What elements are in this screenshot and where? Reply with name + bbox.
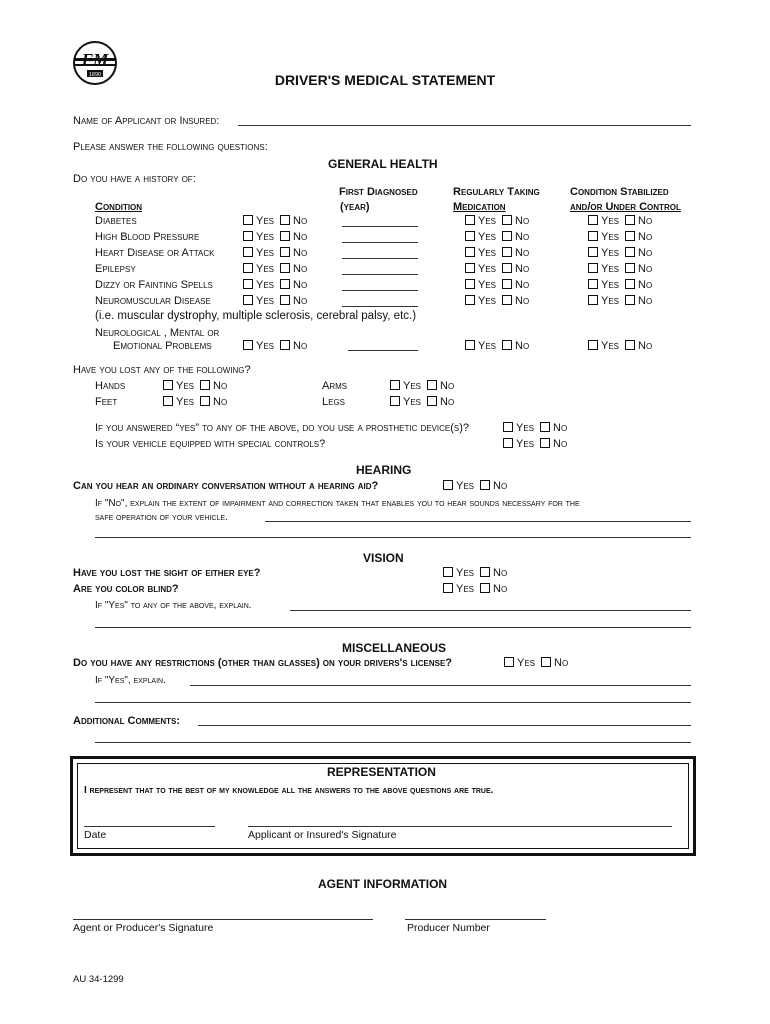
checkbox[interactable] xyxy=(502,295,512,305)
date-field[interactable] xyxy=(84,826,215,827)
checkbox[interactable] xyxy=(243,231,253,241)
checkbox[interactable] xyxy=(243,340,253,350)
form-title: DRIVER'S MEDICAL STATEMENT xyxy=(274,72,496,88)
neuro-history-options: Yes No xyxy=(243,340,307,352)
checkbox[interactable] xyxy=(625,215,635,225)
hearing-explain-2: safe operation of your vehicle. xyxy=(95,512,228,523)
agent-heading: AGENT INFORMATION xyxy=(318,877,448,891)
col-stabilized-1: Condition Stabilized xyxy=(570,186,669,198)
condition-stabilized-options: Yes No xyxy=(588,215,652,227)
checkbox[interactable] xyxy=(588,247,598,257)
checkbox[interactable] xyxy=(280,263,290,273)
checkbox[interactable] xyxy=(465,247,475,257)
checkbox[interactable] xyxy=(480,480,490,490)
checkbox[interactable] xyxy=(588,231,598,241)
checkbox[interactable] xyxy=(503,438,513,448)
hearing-explain-field-1[interactable] xyxy=(265,521,691,522)
limbs-question: Have you lost any of the following? xyxy=(73,364,251,376)
condition-stabilized-options: Yes No xyxy=(588,263,652,275)
checkbox[interactable] xyxy=(243,295,253,305)
applicant-name-field[interactable] xyxy=(238,125,691,126)
checkbox[interactable] xyxy=(465,231,475,241)
checkbox[interactable] xyxy=(243,247,253,257)
date-label: Date xyxy=(84,829,107,841)
neuro-label-1: Neurological , Mental or xyxy=(95,327,220,339)
checkbox[interactable] xyxy=(588,279,598,289)
hands-label: Hands xyxy=(95,380,126,392)
neuro-year-field[interactable] xyxy=(348,350,418,351)
misc-question: Do you have any restrictions (other than glasses) on your drivers's license? xyxy=(73,657,452,669)
condition-stabilized-options: Yes No xyxy=(588,231,652,243)
condition-label: Heart Disease or Attack xyxy=(95,247,215,259)
checkbox[interactable] xyxy=(443,567,453,577)
checkbox[interactable] xyxy=(280,279,290,289)
checkbox[interactable] xyxy=(502,247,512,257)
condition-label: High Blood Pressure xyxy=(95,231,200,243)
checkbox[interactable] xyxy=(502,340,512,350)
col-condition: Condition xyxy=(95,201,143,213)
vision-q2: Are you color blind? xyxy=(73,583,179,595)
condition-history-options: Yes No xyxy=(243,295,307,307)
general-health-heading: GENERAL HEALTH xyxy=(328,157,438,171)
representation-statement: I represent that to the best of my knowledge all the answers to the above questions are true. xyxy=(84,785,494,796)
checkbox[interactable] xyxy=(200,396,210,406)
logo-letters: FM xyxy=(81,50,109,69)
applicant-signature-label: Applicant or Insured's Signature xyxy=(248,829,397,841)
feet-options: Yes No xyxy=(163,396,227,408)
condition-label: Diabetes xyxy=(95,215,137,227)
checkbox[interactable] xyxy=(625,295,635,305)
form-id: AU 34-1299 xyxy=(73,974,124,985)
first-diagnosed-year-field[interactable] xyxy=(342,306,418,307)
checkbox[interactable] xyxy=(588,263,598,273)
checkbox[interactable] xyxy=(163,396,173,406)
first-diagnosed-year-field[interactable] xyxy=(342,274,418,275)
checkbox[interactable] xyxy=(280,215,290,225)
condition-history-options: Yes No xyxy=(243,215,307,227)
checkbox[interactable] xyxy=(280,247,290,257)
prosthetic-options: Yes No xyxy=(503,422,567,434)
neuro-medication-options: Yes No xyxy=(465,340,529,352)
condition-history-options: Yes No xyxy=(243,263,307,275)
condition-stabilized-options: Yes No xyxy=(588,279,652,291)
checkbox[interactable] xyxy=(588,295,598,305)
col-medication-1: Regularly Taking xyxy=(453,186,540,198)
first-diagnosed-year-field[interactable] xyxy=(342,242,418,243)
checkbox[interactable] xyxy=(280,295,290,305)
checkbox[interactable] xyxy=(503,422,513,432)
checkbox[interactable] xyxy=(465,215,475,225)
checkbox[interactable] xyxy=(280,231,290,241)
condition-stabilized-options: Yes No xyxy=(588,295,652,307)
condition-stabilized-options: Yes No xyxy=(588,247,652,259)
hearing-options: Yes No xyxy=(443,480,507,492)
checkbox[interactable] xyxy=(200,380,210,390)
checkbox[interactable] xyxy=(243,263,253,273)
condition-medication-options: Yes No xyxy=(465,247,529,259)
checkbox[interactable] xyxy=(541,657,551,667)
col-first-diagnosed-1: First Diagnosed xyxy=(339,186,418,198)
checkbox[interactable] xyxy=(427,396,437,406)
checkbox[interactable] xyxy=(163,380,173,390)
checkbox[interactable] xyxy=(243,279,253,289)
condition-history-options: Yes No xyxy=(243,279,307,291)
feet-label: Feet xyxy=(95,396,118,408)
checkbox[interactable] xyxy=(625,231,635,241)
checkbox[interactable] xyxy=(502,215,512,225)
hearing-explain-field-2[interactable] xyxy=(95,537,691,538)
col-medication-2: Medication xyxy=(453,201,506,213)
condition-medication-options: Yes No xyxy=(465,295,529,307)
applicant-signature-field[interactable] xyxy=(248,826,672,827)
misc-heading: MISCELLANEOUS xyxy=(342,641,447,655)
vision-q1-options: Yes No xyxy=(443,567,507,579)
checkbox[interactable] xyxy=(502,263,512,273)
hearing-question: Can you hear an ordinary conversation without a hearing aid? xyxy=(73,480,379,492)
condition-medication-options: Yes No xyxy=(465,231,529,243)
checkbox[interactable] xyxy=(504,657,514,667)
hearing-explain-1: If "No", explain the extent of impairment and correction taken that enables you to hear sounds necessary for the xyxy=(95,498,580,509)
checkbox[interactable] xyxy=(243,215,253,225)
vision-explain-field-2[interactable] xyxy=(95,627,691,628)
history-label: Do you have a history of: xyxy=(73,173,196,185)
representation-heading: REPRESENTATION xyxy=(327,765,436,779)
comments-label: Additional Comments: xyxy=(73,715,181,727)
col-first-diagnosed-2: (year) xyxy=(340,201,370,213)
condition-history-options: Yes No xyxy=(243,247,307,259)
hearing-heading: HEARING xyxy=(356,463,412,477)
checkbox[interactable] xyxy=(625,263,635,273)
checkbox[interactable] xyxy=(465,295,475,305)
col-stabilized-2: and/or Under Control xyxy=(570,201,681,213)
checkbox[interactable] xyxy=(502,279,512,289)
comments-field-2[interactable] xyxy=(95,742,691,743)
checkbox[interactable] xyxy=(625,340,635,350)
controls-options: Yes No xyxy=(503,438,567,450)
neuro-label-2: Emotional Problems xyxy=(113,340,212,352)
misc-explain-field-2[interactable] xyxy=(95,702,691,703)
condition-medication-options: Yes No xyxy=(465,279,529,291)
condition-label: Neuromuscular Disease xyxy=(95,295,211,307)
misc-explain-field-1[interactable] xyxy=(190,685,691,686)
checkbox[interactable] xyxy=(390,396,400,406)
condition-history-options: Yes No xyxy=(243,231,307,243)
checkbox[interactable] xyxy=(390,380,400,390)
misc-options: Yes No xyxy=(504,657,568,669)
checkbox[interactable] xyxy=(588,215,598,225)
checkbox[interactable] xyxy=(465,263,475,273)
checkbox[interactable] xyxy=(625,279,635,289)
checkbox[interactable] xyxy=(540,438,550,448)
first-diagnosed-year-field[interactable] xyxy=(342,258,418,259)
condition-medication-options: Yes No xyxy=(465,215,529,227)
vision-explain: If "Yes" to any of the above, explain. xyxy=(95,600,252,611)
legs-label: Legs xyxy=(322,396,346,408)
condition-label: Epilepsy xyxy=(95,263,136,275)
arms-label: Arms xyxy=(322,380,348,392)
first-diagnosed-year-field[interactable] xyxy=(342,290,418,291)
neuromuscular-note: (i.e. muscular dystrophy, multiple sclerosis, cerebral palsy, etc.) xyxy=(95,310,417,322)
condition-label: Dizzy or Fainting Spells xyxy=(95,279,213,291)
checkbox[interactable] xyxy=(465,340,475,350)
checkbox[interactable] xyxy=(480,583,490,593)
vision-heading: VISION xyxy=(363,551,404,565)
agent-signature-field[interactable] xyxy=(73,919,373,920)
arms-options: Yes No xyxy=(390,380,454,392)
checkbox[interactable] xyxy=(443,480,453,490)
neuro-stabilized-options: Yes No xyxy=(588,340,652,352)
first-diagnosed-year-field[interactable] xyxy=(342,226,418,227)
checkbox[interactable] xyxy=(480,567,490,577)
condition-medication-options: Yes No xyxy=(465,263,529,275)
checkbox[interactable] xyxy=(625,247,635,257)
producer-number-label: Producer Number xyxy=(407,922,490,934)
comments-field-1[interactable] xyxy=(198,725,691,726)
logo-year: 1890 xyxy=(88,72,102,78)
checkbox[interactable] xyxy=(443,583,453,593)
agent-signature-label: Agent or Producer's Signature xyxy=(73,922,214,934)
vision-q2-options: Yes No xyxy=(443,583,507,595)
applicant-label: Name of Applicant or Insured: xyxy=(73,115,220,127)
legs-options: Yes No xyxy=(390,396,454,408)
producer-number-field[interactable] xyxy=(405,919,546,920)
checkbox[interactable] xyxy=(465,279,475,289)
misc-explain: If "Yes", explain. xyxy=(95,675,166,686)
checkbox[interactable] xyxy=(502,231,512,241)
hands-options: Yes No xyxy=(163,380,227,392)
checkbox[interactable] xyxy=(427,380,437,390)
checkbox[interactable] xyxy=(280,340,290,350)
vision-explain-field-1[interactable] xyxy=(290,610,691,611)
prosthetic-question: If you answered “yes” to any of the above, do you use a prosthetic device(s)? xyxy=(95,422,470,434)
vision-q1: Have you lost the sight of either eye? xyxy=(73,567,261,579)
controls-question: Is your vehicle equipped with special controls? xyxy=(95,438,326,450)
checkbox[interactable] xyxy=(588,340,598,350)
instruction-text: Please answer the following questions: xyxy=(73,141,268,153)
checkbox[interactable] xyxy=(540,422,550,432)
